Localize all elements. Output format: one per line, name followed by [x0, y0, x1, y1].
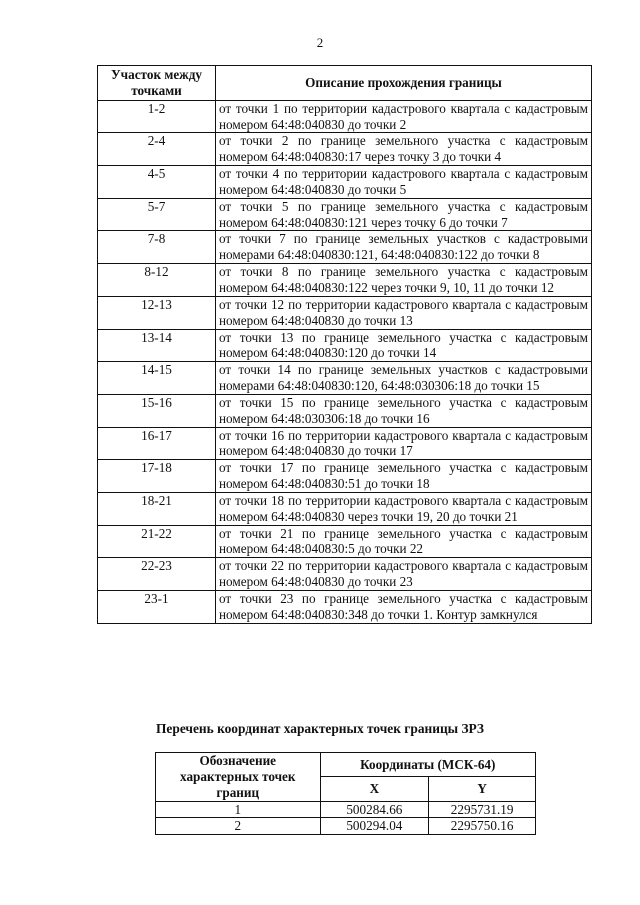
coords-group-header: Координаты (МСК-64)	[320, 753, 536, 777]
description-cell: от точки 21 по границе земельного участка с кадастровым номером 64:48:040830:5 до точки 22	[216, 525, 592, 558]
description-cell: от точки 16 по территории кадастрового квартала с кадастровым номером 64:48:040830 до точки 17	[216, 427, 592, 460]
x-column-header: X	[320, 777, 429, 801]
description-cell: от точки 15 по границе земельного участка с кадастровым номером 64:48:030306:18 до точки 16	[216, 394, 592, 427]
description-cell: от точки 18 по территории кадастрового квартала с кадастровым номером 64:48:040830 через точки 19, 20 до точки 21	[216, 492, 592, 525]
description-cell: от точки 22 по территории кадастрового квартала с кадастровым номером 64:48:040830 до точки 23	[216, 558, 592, 591]
description-cell: от точки 2 по границе земельного участка с кадастровым номером 64:48:040830:17 через точку 3 до точки 4	[216, 133, 592, 166]
coordinates-table	[155, 752, 536, 835]
point-column-header: Обозначение характерных точек границ	[156, 753, 321, 802]
table-row	[98, 460, 592, 493]
table-row	[98, 558, 592, 591]
description-cell: от точки 7 по границе земельных участков с кадастровыми номерами 64:48:040830:121, 64:48:040830:122 до точки 8	[216, 231, 592, 264]
description-cell: от точки 5 по границе земельного участка с кадастровым номером 64:48:040830:121 через точку 6 до точки 7	[216, 198, 592, 231]
table-row	[98, 329, 592, 362]
segment-cell: 2-4	[98, 133, 216, 166]
segment-cell: 16-17	[98, 427, 216, 460]
description-cell: от точки 12 по территории кадастрового квартала с кадастровым номером 64:48:040830 до точки 13	[216, 296, 592, 329]
table-row	[98, 166, 592, 199]
segment-cell: 12-13	[98, 296, 216, 329]
table-row	[98, 362, 592, 395]
table-row	[98, 492, 592, 525]
table-row	[98, 231, 592, 264]
y-column-header: Y	[429, 777, 536, 801]
segment-cell: 23-1	[98, 591, 216, 624]
description-cell: от точки 14 по границе земельных участков с кадастровыми номерами 64:48:040830:120, 64:48:030306:18 до точки 15	[216, 362, 592, 395]
segment-cell: 17-18	[98, 460, 216, 493]
segment-column-header: Участок между точками	[98, 66, 216, 101]
table-row	[98, 264, 592, 297]
segment-cell: 1-2	[98, 100, 216, 133]
table-row	[156, 801, 536, 818]
y-cell: 2295750.16	[429, 818, 536, 835]
segment-cell: 8-12	[98, 264, 216, 297]
x-cell: 500284.66	[320, 801, 429, 818]
coordinates-table-body	[156, 801, 536, 835]
segment-cell: 18-21	[98, 492, 216, 525]
boundary-description-table	[97, 65, 592, 624]
table-row	[98, 394, 592, 427]
x-cell: 500294.04	[320, 818, 429, 835]
description-cell: от точки 4 по территории кадастрового квартала с кадастровым номером 64:48:040830 до точки 5	[216, 166, 592, 199]
y-cell: 2295731.19	[429, 801, 536, 818]
segment-cell: 14-15	[98, 362, 216, 395]
table-row	[156, 818, 536, 835]
description-cell: от точки 13 по границе земельного участка с кадастровым номером 64:48:040830:120 до точки 14	[216, 329, 592, 362]
description-cell: от точки 8 по границе земельного участка с кадастровым номером 64:48:040830:122 через точки 9, 10, 11 до точки 12	[216, 264, 592, 297]
table-row	[98, 427, 592, 460]
point-cell: 1	[156, 801, 321, 818]
coordinates-section-title: Перечень координат характерных точек границы ЗРЗ	[156, 721, 484, 736]
page-number: 2	[316, 35, 324, 50]
segment-cell: 5-7	[98, 198, 216, 231]
table-row	[98, 591, 592, 624]
table-row	[98, 525, 592, 558]
coords-header-row	[156, 753, 536, 777]
segment-cell: 21-22	[98, 525, 216, 558]
segment-cell: 15-16	[98, 394, 216, 427]
table-row	[98, 133, 592, 166]
description-column-header: Описание прохождения границы	[216, 66, 592, 101]
description-cell: от точки 1 по территории кадастрового квартала с кадастровым номером 64:48:040830 до точки 2	[216, 100, 592, 133]
description-cell: от точки 17 по границе земельного участка с кадастровым номером 64:48:040830:51 до точки 18	[216, 460, 592, 493]
segment-cell: 13-14	[98, 329, 216, 362]
table-header-row	[98, 66, 592, 101]
segment-cell: 7-8	[98, 231, 216, 264]
point-cell: 2	[156, 818, 321, 835]
description-cell: от точки 23 по границе земельного участка с кадастровым номером 64:48:040830:348 до точки 1. Контур замкнулся	[216, 591, 592, 624]
table-row	[98, 100, 592, 133]
table-row	[98, 198, 592, 231]
segment-cell: 22-23	[98, 558, 216, 591]
table-row	[98, 296, 592, 329]
segment-cell: 4-5	[98, 166, 216, 199]
boundary-table-body	[98, 100, 592, 623]
